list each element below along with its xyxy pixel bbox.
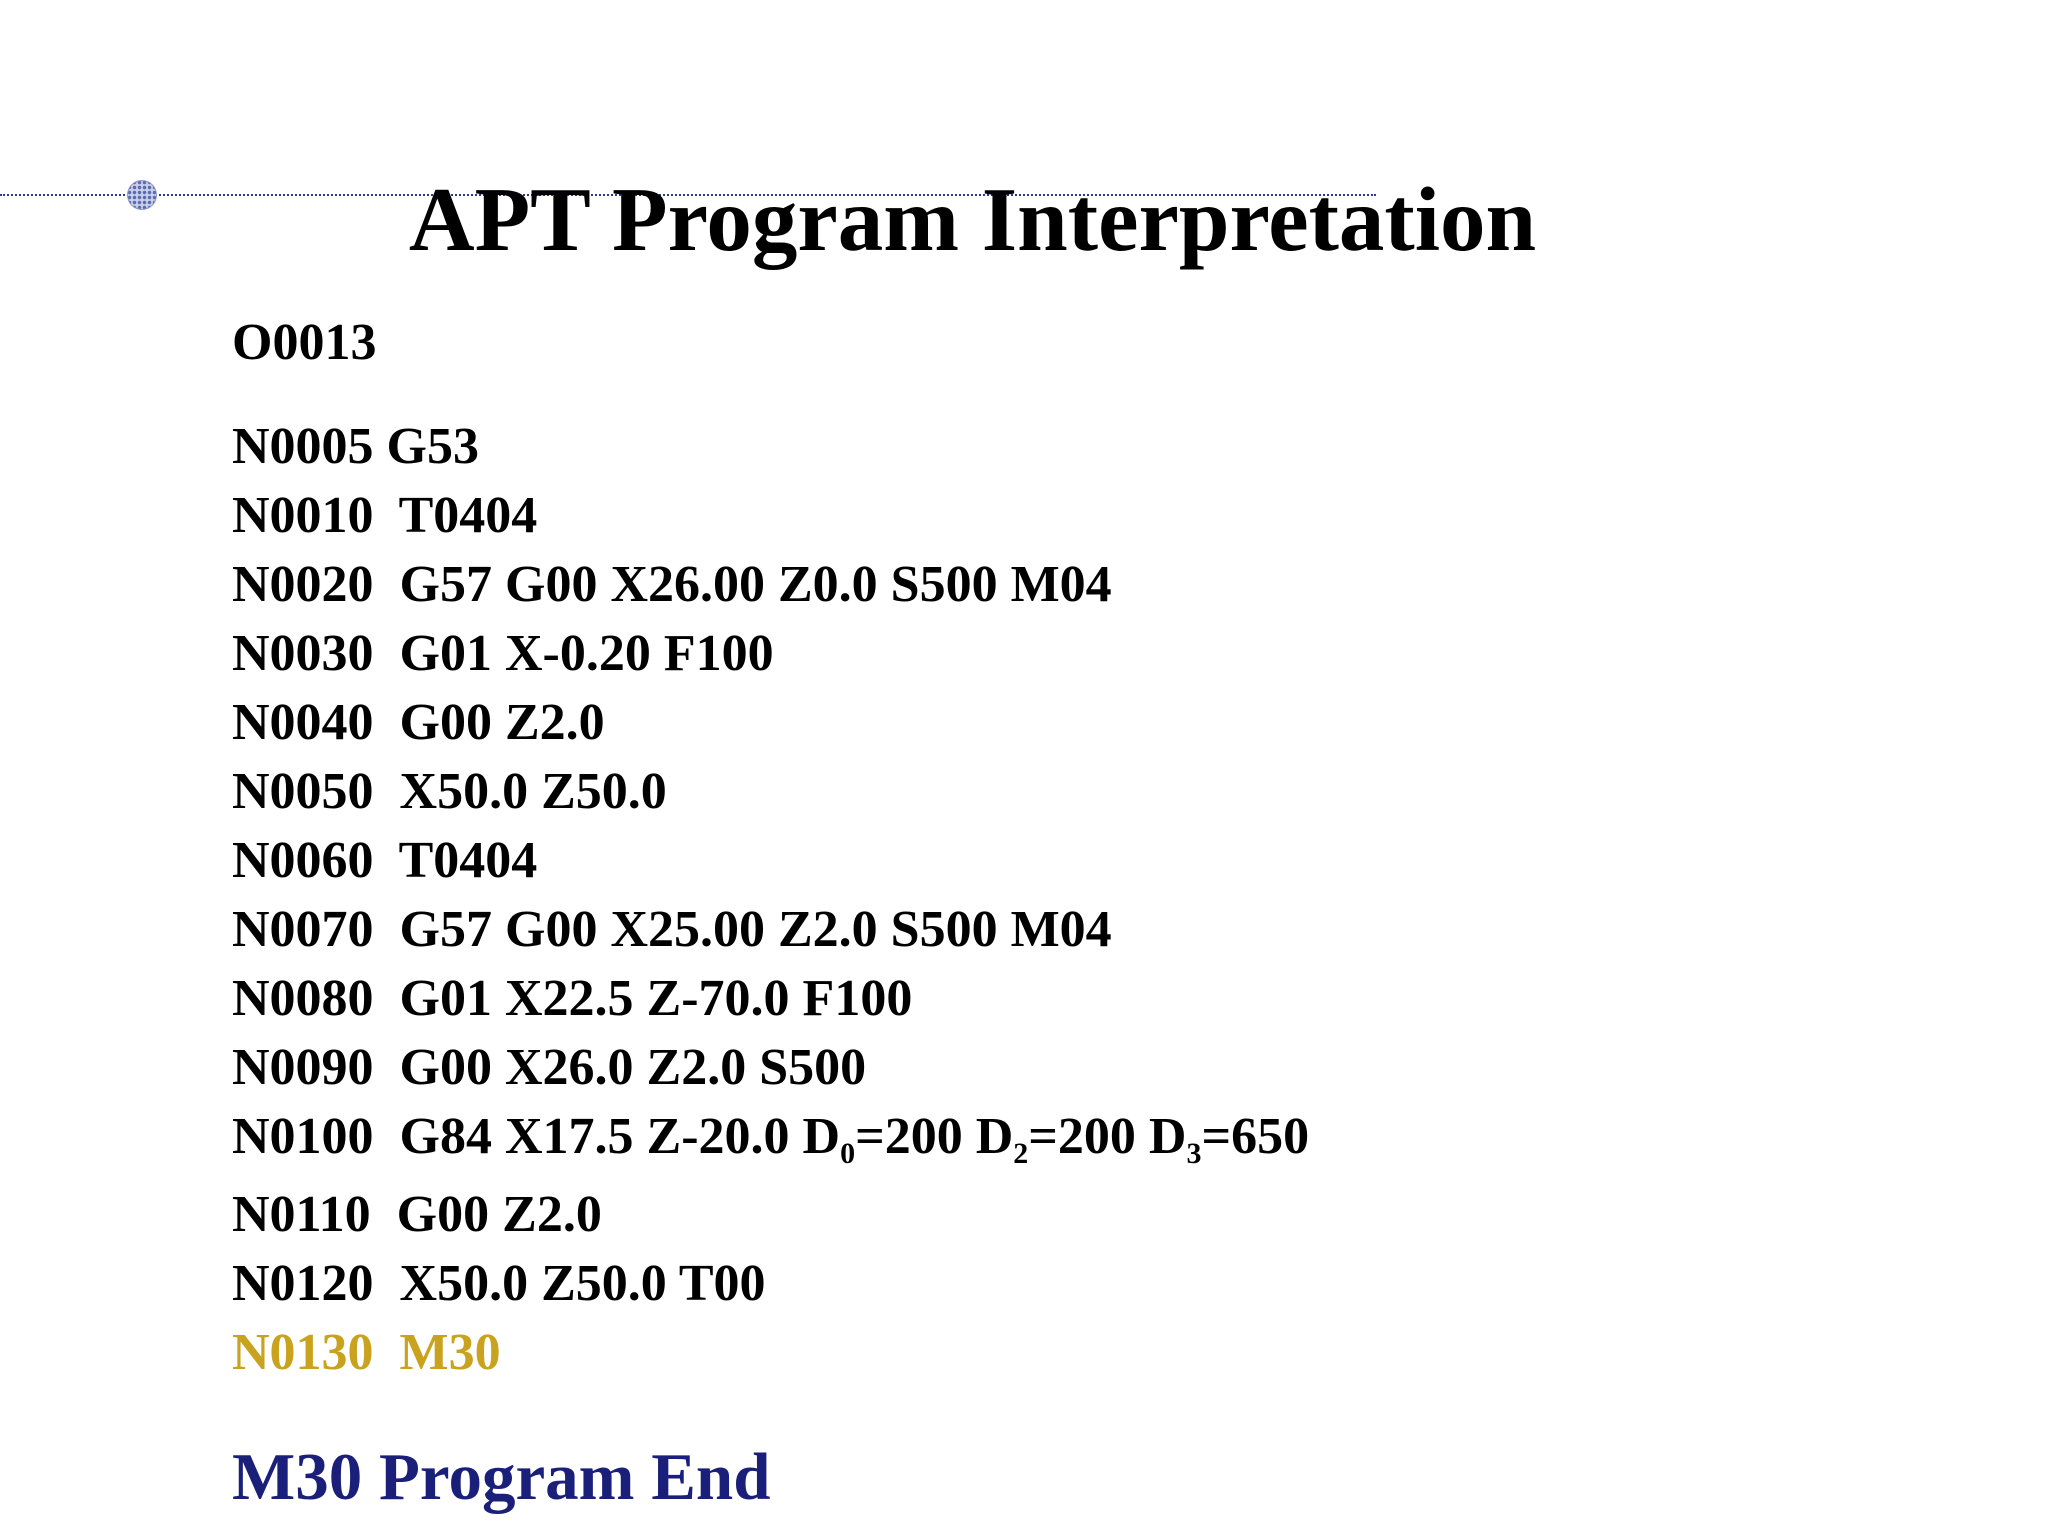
code-line-n0050: N0050 X50.0 Z50.0 (232, 763, 667, 820)
code-line-n0120: N0120 X50.0 Z50.0 T00 (232, 1255, 766, 1312)
code-line-n0090: N0090 G00 X26.0 Z2.0 S500 (232, 1039, 867, 1096)
subscript-d2: 2 (1013, 1137, 1029, 1170)
code-line-n0060: N0060 T0404 (232, 832, 538, 889)
code-line-n0070: N0070 G57 G00 X25.00 Z2.0 S500 M04 (232, 901, 1112, 958)
code-segment: N0100 G84 X17.5 Z-20.0 D (232, 1108, 841, 1165)
code-segment: =200 D (1028, 1108, 1187, 1165)
subscript-d0: 0 (840, 1137, 856, 1170)
code-line-n0080: N0080 G01 X22.5 Z-70.0 F100 (232, 970, 913, 1027)
code-line-n0005: N0005 G53 (232, 418, 479, 475)
code-line-n0030: N0030 G01 X-0.20 F100 (232, 625, 774, 682)
nc-code-listing (232, 412, 1309, 1387)
code-line-n0110: N0110 G00 Z2.0 (232, 1186, 602, 1243)
code-line-n0130-highlighted: N0130 M30 (232, 1324, 501, 1381)
code-line-n0100 (232, 1102, 1309, 1180)
code-line-n0010: N0010 T0404 (232, 487, 538, 544)
subscript-d3: 3 (1186, 1137, 1202, 1170)
code-line-n0020: N0020 G57 G00 X26.00 Z0.0 S500 M04 (232, 556, 1112, 613)
code-line-n0040: N0040 G00 Z2.0 (232, 694, 605, 751)
code-segment: =650 (1201, 1108, 1310, 1165)
slide-title: APT Program Interpretation (408, 169, 1537, 270)
program-number: O0013 (232, 314, 377, 371)
m30-explanation-note: M30 Program End (232, 1440, 771, 1514)
code-segment: =200 D (855, 1108, 1014, 1165)
